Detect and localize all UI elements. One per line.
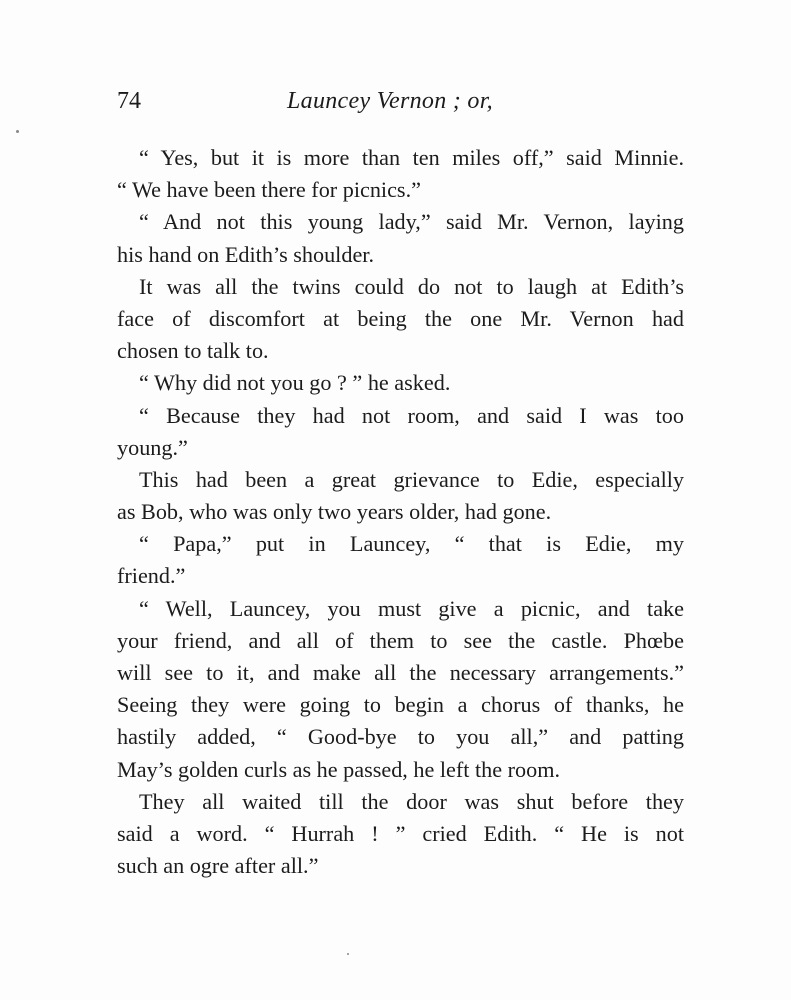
text-line: “ Well, Launcey, you must give a picnic, and take: [139, 595, 684, 621]
text-line: his hand on Edith’s shoulder.: [117, 241, 374, 267]
text-line: will see to it, and make all the necessary arrangements.”: [117, 660, 684, 685]
text-line: “ We have been there for picnics.”: [117, 177, 421, 203]
text-line: friend.”: [117, 563, 186, 589]
text-line: “ And not this young lady,” said Mr. Vernon, laying: [139, 209, 684, 235]
text-line: your friend, and all of them to see the castle. Phœbe: [117, 627, 684, 653]
text-line: “ Because they had not room, and said I was too: [139, 402, 684, 428]
text-line: as Bob, who was only two years older, had gone.: [117, 499, 552, 525]
text-line: “ Why did not you go ? ” he asked.: [139, 370, 451, 396]
running-head: Launcey Vernon ; or,: [287, 88, 493, 114]
text-line: young.”: [117, 434, 188, 460]
text-line: hastily added, “ Good-bye to you all,” and patting: [117, 724, 684, 750]
page-header: [117, 88, 684, 124]
paper-speck: [347, 953, 349, 955]
text-line: It was all the twins could do not to laugh at Edith’s: [139, 273, 684, 299]
text-line: chosen to talk to.: [117, 338, 269, 364]
text-line: Seeing they were going to begin a chorus of thanks, he: [117, 692, 684, 718]
text-line: They all waited till the door was shut before they: [139, 788, 684, 814]
text-line: such an ogre after all.”: [117, 853, 319, 879]
text-line: This had been a great grievance to Edie, especially: [139, 466, 684, 492]
body-text: [117, 142, 684, 882]
page-number: 74: [117, 88, 141, 114]
text-line: “ Papa,” put in Launcey, “ that is Edie, my: [139, 531, 684, 557]
text-line: said a word. “ Hurrah ! ” cried Edith. “ He is not: [117, 820, 684, 846]
text-line: “ Yes, but it is more than ten miles off,” said Minnie.: [139, 145, 684, 170]
text-line: May’s golden curls as he passed, he left the room.: [117, 756, 561, 782]
text-line: face of discomfort at being the one Mr. Vernon had: [117, 305, 684, 331]
paper-speck: [16, 130, 19, 133]
